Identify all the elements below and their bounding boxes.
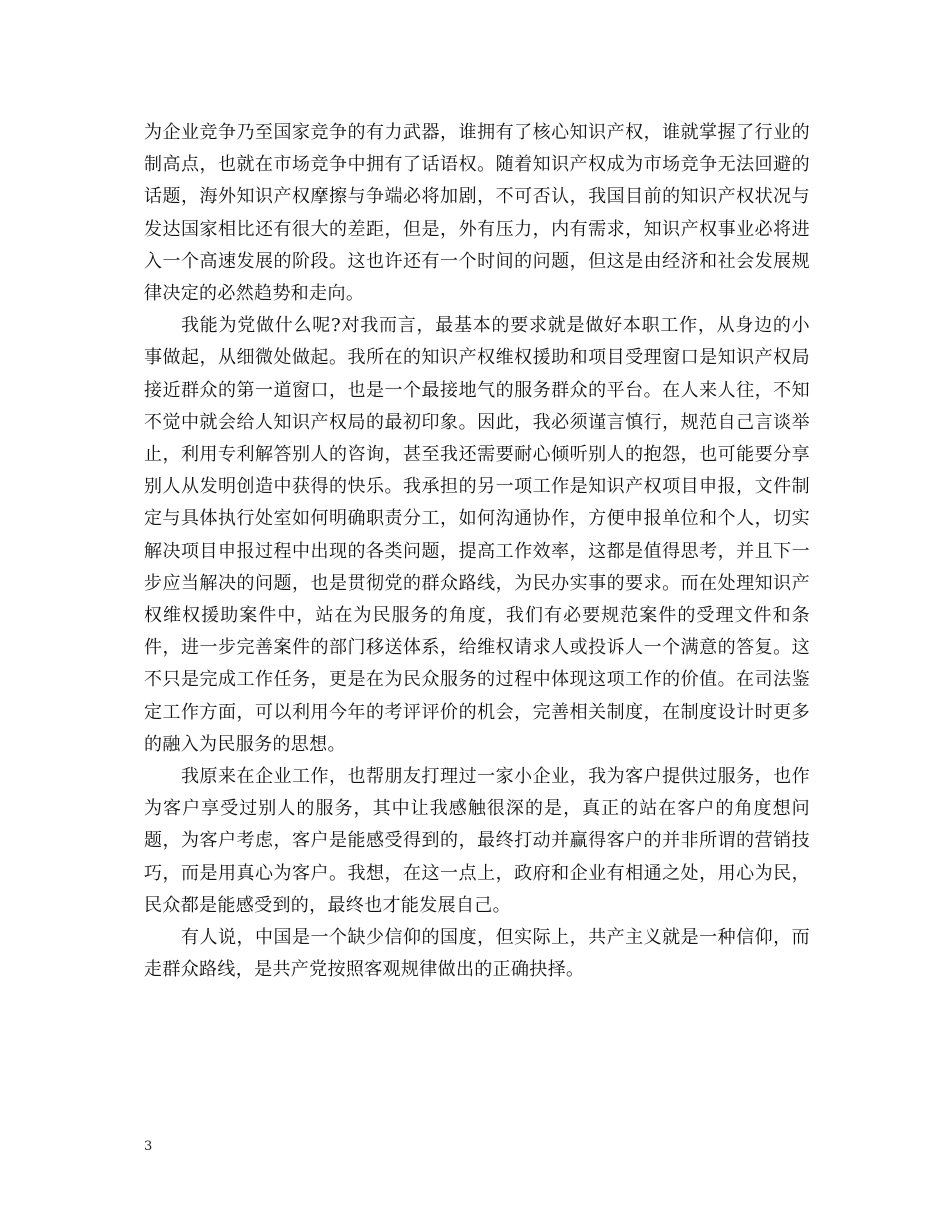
paragraph-1: 为企业竞争乃至国家竞争的有力武器，谁拥有了核心知识产权，谁就掌握了行业的制高点，也就在市场竞争中拥有了话语权。随着知识产权成为市场竞争无法回避的话题，海外知识产权摩擦与争端必将加剧，不可否认，我国目前的知识产权状况与发达国家相比还有很大的差距，但是，外有压力，内有需求，知识产权事业必将进入一个高速发展的阶段。这也许还有一个时间的问题，但这是由经济和社会发展规律决定的必然趋势和走向。	[144, 122, 810, 305]
page-number: 3	[144, 1139, 153, 1154]
document-body	[144, 117, 810, 986]
paragraph-3: 我原来在企业工作，也帮朋友打理过一家小企业，我为客户提供过服务，也作为客户享受过别人的服务，其中让我感触很深的是，真正的站在客户的角度想问题，为客户考虑，客户是能感受得到的，最终打动并赢得客户的并非所谓的营销技巧，而是用真心为客户。我想，在这一点上，政府和企业有相通之处，用心为民，民众都是能感受到的，最终也才能发展自己。	[144, 766, 810, 916]
paragraph-2: 我能为党做什么呢?对我而言，最基本的要求就是做好本职工作，从身边的小事做起，从细微处做起。我所在的知识产权维权援助和项目受理窗口是知识产权局接近群众的第一道窗口，也是一个最接地气的服务群众的平台。在人来人往，不知不觉中就会给人知识产权局的最初印象。因此，我必须谨言慎行，规范自己言谈举止，利用专利解答别人的咨询，甚至我还需要耐心倾听别人的抱怨，也可能要分享别人从发明创造中获得的快乐。我承担的另一项工作是知识产权项目申报，文件制定与具体执行处室如何明确职责分工，如何沟通协作，方便申报单位和个人，切实解决项目申报过程中出现的各类问题，提高工作效率，这都是值得思考，并且下一步应当解决的问题，也是贯彻党的群众路线，为民办实事的要求。而在处理知识产权维权援助案件中，站在为民服务的角度，我们有必要规范案件的受理文件和条件，进一步完善案件的部门移送体系，给维权请求人或投诉人一个满意的答复。这不只是完成工作任务，更是在为民众服务的过程中体现这项工作的价值。在司法鉴定工作方面，可以利用今年的考评评价的机会，完善相关制度，在制度设计时更多的融入为民服务的思想。	[144, 315, 810, 755]
paragraph-4: 有人说，中国是一个缺少信仰的国度，但实际上，共产主义就是一种信仰，而走群众路线，是共产党按照客观规律做出的正确抉择。	[144, 927, 810, 981]
